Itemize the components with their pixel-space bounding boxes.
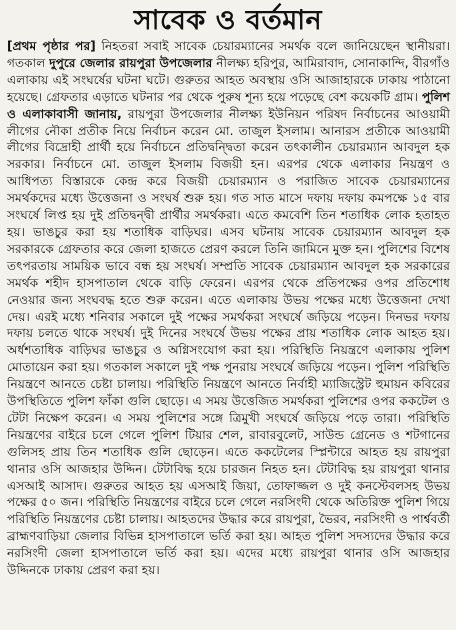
article-text: নীলক্ষ্য হরিপুর, আমিরাবাদ, সোনাকান্দি, বীরগাঁও এলাকায় এই সংঘর্ষের ঘটনা ঘটে। গুরুতর আহত অবস্থায় ওসি আজাহারকে ঢাকায় পাঠানো হয়েছে। গ্রেফতার এড়াতে ঘটনার পর থেকে পুরুষ শূন্য হয়ে পড়েছে বেশ কয়েকটি গ্রাম। xyxy=(7,55,450,104)
headline: সাবেক ও বর্তমান xyxy=(133,5,323,36)
article-text-bold: পুলিশ ও এলাকাবাসী জানায়, xyxy=(7,89,450,121)
article-text: রায়পুরা উপজেলার নীলক্ষ্য ইউনিয়ন পরিষদ নির্বাচনের আওয়ামী লীগের নৌকা প্রতীক নিয়ে নির্বাচন করেন মো. তাজুল ইসলাম। আনারস প্রতীকে আওয়ামী লীগের বিদ্রোহী প্রার্থী হয়ে নির্বাচনে প্রতিদ্বন্দ্বিতা করেন তৎকালীন চেয়ারম্যান আবদুল হক সরকার। নির্বাচনে মো. তাজুল ইসলাম বিজয়ী হন। এরপর থেকে এলাকার নিয়ন্ত্রণ ও আধিপত্য বিস্তারকে কেন্দ্র করে বিজয়ী চেয়ারম্যান ও পরাজিত সাবেক চেয়ারম্যানের সমর্থকদের মধ্যে উত্তেজনা ও সংঘর্ষ শুরু হয়। গত সাত মাসে দফায় দফায় কমপক্ষে ১৫ বার সংঘর্ষে লিপ্ত হয় দুই প্রতিদ্বন্দ্বী প্রার্থীর সমর্থকরা। এতে কমবেশি তিন শতাধিক লোক হতাহত হয়। ভাঙচুর করা হয় শতাধিক বাড়িঘর। এসব ঘটনায় সাবেক চেয়ারম্যান আবদুল হক সরকারকে গ্রেফতার করে জেলা হাজতে প্রেরণ করলে তিনি জামিনে মুক্ত হন। পুলিশের বিশেষ তৎপরতায় সাময়িক ভাবে বন্ধ হয় সংঘর্ষ। সম্প্রতি সাবেক চেয়ারম্যান আবদুল হক সরকারের সমর্থক শহীদ হাসপাতাল থেকে বাড়ি ফেরেন। এরপর থেকে প্রতিপক্ষের ওপর প্রতিশোধ নেওয়ার জন্য সংঘবদ্ধ হতে শুরু করেন। এতে এলাকায় উভয় পক্ষের মধ্যে উত্তেজনা দেখা দেয়। এরই মধ্যে শনিবার সকালে দুই পক্ষের সমর্থকরা সংঘর্ষে জড়িয়ে পড়েন। দিনভর দফায় দফায় চলতে থাকে সংঘর্ষ। দুই দিনের সংঘর্ষে উভয় পক্ষের প্রায় শতাধিক লোক আহত হয়। অর্ধশতাধিক বাড়িঘর ভাঙচুর ও অগ্নিসংযোগ করা হয়। পরিস্থিতি নিয়ন্ত্রণে এলাকায় পুলিশ মোতায়েন করা হয়। গতকাল সকালে দুই পক্ষ পুনরায় সংঘর্ষে জড়িয়ে পড়েন। পুলিশ পরিস্থিতি নিয়ন্ত্রণে আনতে চেষ্টা চালায়। পরিস্থিতি নিয়ন্ত্রণে আনতে নির্বাহী ম্যাজিস্ট্রেট হুমায়ন কবিরের উপস্থিতিতে পুলিশ ফাঁকা গুলি ছোড়ে। এ সময় উত্তেজিত সমর্থকরা পুলিশের ওপর ককটেল ও টেটা নিক্ষেপ করেন। এ সময় পুলিশের সঙ্গে ত্রিমুখী সংঘর্ষে জড়িয়ে পড়ে তারা। পরিস্থিতি নিয়ন্ত্রণের বাইরে চলে গেলে পুলিশ টিয়ার শেল, রাবারবুলেট, সাউন্ড গ্রেনেড ও শটগানের গুলিসহ প্রায় তিন শতাধিক গুলি ছোড়েন। এতে ককটেলের স্প্লিন্টারে আহত হয় রায়পুরা থানার ওসি আজহার উদ্দিন। টেটাবিদ্ধ হয়ে চারজন নিহত হন। টেটাবিদ্ধ হয় রায়পুরা থানার এসআই আসাদ। গুরুতর আহত হয় এসআই জিয়া, তোফাজ্জল ও দুই কনস্টেবলসহ উভয় পক্ষের ৫০ জন। পরিস্থিতি নিয়ন্ত্রণের বাইরে চলে গেলে নরসিংদী থেকে অতিরিক্ত পুলিশ গিয়ে পরিস্থিতি নিয়ন্ত্রণের চেষ্টা চালায়। আহতদের উদ্ধার করে রায়পুরা, ভৈরব, নরসিংদী ও পার্শ্ববর্তী ব্রাহ্মণবাড়িয়া জেলার বিভিন্ন হাসপাতালে ভর্তি করা হয়। আহত পুলিশ সদস্যদের উদ্ধার করে নরসিংদী জেলা হাসপাতালে ভর্তি করা হয়। এদের মধ্যে রায়পুরা থানার ওসি আজহার উদ্দিনকে ঢাকায় প্রেরণ করা হয়। xyxy=(7,106,450,578)
article-text: নিহতরা সবাই সাবেক চেয়ারম্যানের সমর্থক বলে জানিয়েছেন স্থানীয়রা। গতকাল xyxy=(7,39,450,70)
article-text-bold: দুপুরে জেলার রায়পুরা উপজেলার xyxy=(49,55,213,70)
article-body xyxy=(7,38,450,579)
article-paragraph xyxy=(7,38,450,579)
continued-from-front-page-tag: [প্রথম পৃষ্ঠার পর] xyxy=(7,39,96,53)
